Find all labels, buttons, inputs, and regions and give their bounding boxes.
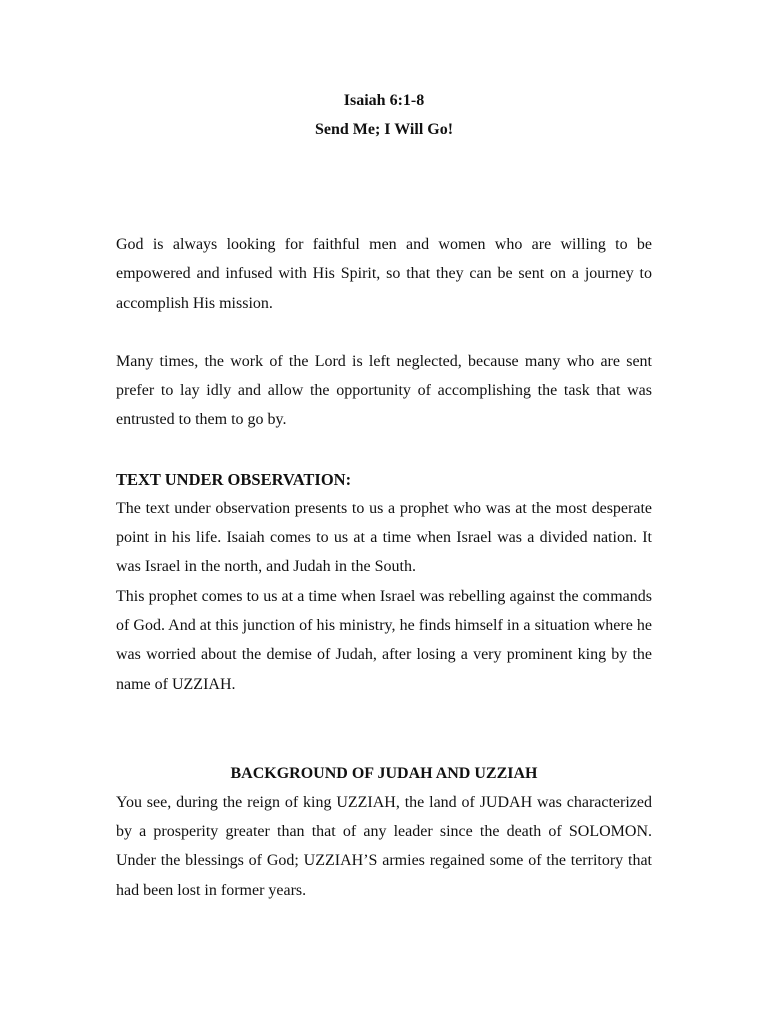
scripture-reference: Isaiah 6:1-8 bbox=[343, 92, 425, 109]
section-heading-background: BACKGROUND OF JUDAH AND UZZIAH bbox=[230, 764, 538, 782]
document-title bbox=[116, 86, 652, 144]
sermon-title: Send Me; I Will Go! bbox=[314, 121, 454, 138]
document-page bbox=[116, 86, 652, 905]
observation-paragraph: The text under observation presents to us a prophet who was at the most desperate point in his life. Isaiah comes to us at a time when Israel was a divided nation. It was Israel in the north, and Judah in the South. bbox=[116, 499, 652, 576]
second-paragraph: Many times, the work of the Lord is left neglected, because many who are sent prefer to lay idly and allow the opportunity of accomplishing the task that was entrusted to them to go by. bbox=[116, 352, 652, 429]
section-heading-text-under-observation: TEXT UNDER OBSERVATION: bbox=[116, 469, 352, 489]
background-paragraph: You see, during the reign of king UZZIAH, the land of JUDAH was characterized by a prosperity greater than that of any leader since the death of SOLOMON. Under the blessings of God; UZZIAH’S armies regained some of the territory that had been lost in former years. bbox=[116, 793, 652, 899]
prophet-paragraph: This prophet comes to us at a time when Israel was rebelling against the commands of God. And at this junction of his ministry, he finds himself in a situation where he was worried about the demise of Judah, after losing a very prominent king by the name of UZZIAH. bbox=[116, 587, 652, 693]
intro-paragraph: God is always looking for faithful men and women who are willing to be empowered and infused with His Spirit, so that they can be sent on a journey to accomplish His mission. bbox=[116, 236, 652, 312]
